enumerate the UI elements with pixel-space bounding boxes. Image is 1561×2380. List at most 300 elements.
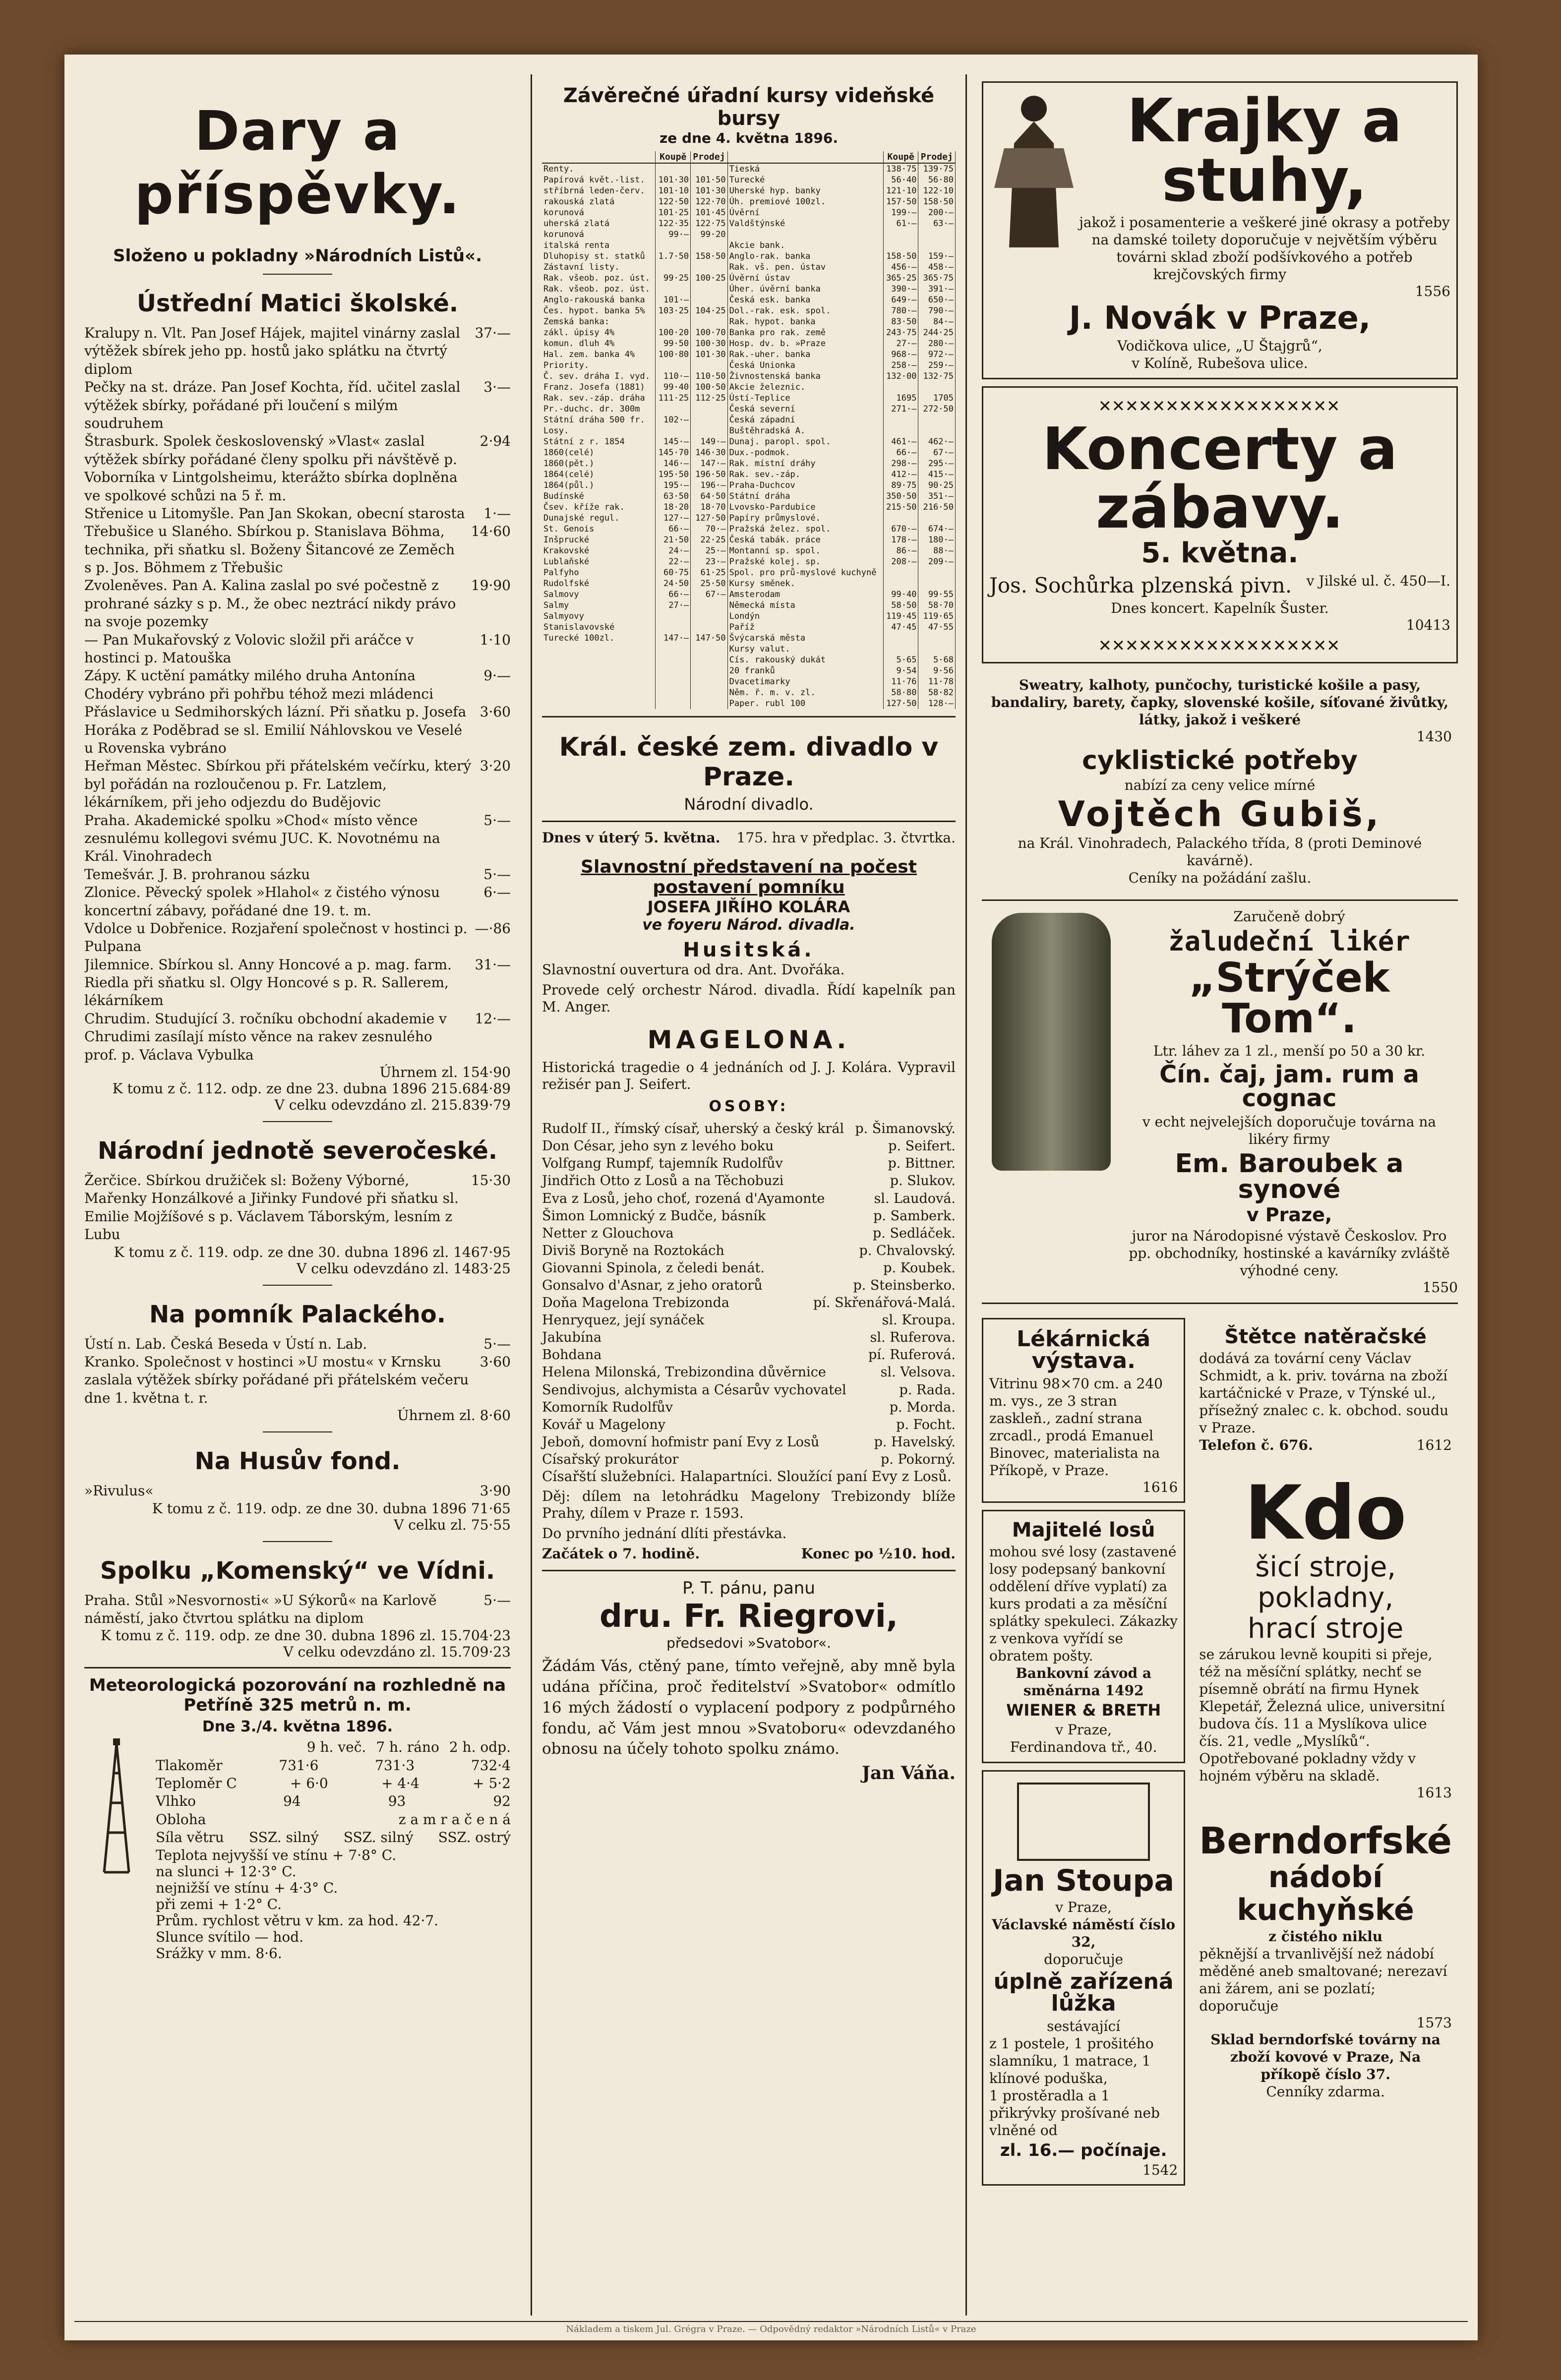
table-cell: Tieská bbox=[727, 163, 883, 175]
cast-actor: p. Focht. bbox=[896, 1417, 956, 1432]
table-cell: Anglo-rakouská banka bbox=[542, 295, 656, 305]
entry-text: Kranko. Společnost v hostinci »U mostu« v Krnsku zaslala výtěžek sbírky pořádané při přátelském večeru dne 1. května t. r. bbox=[84, 1353, 469, 1406]
table-cell: 101·30 bbox=[691, 185, 727, 196]
table-cell: Priority. bbox=[542, 360, 656, 371]
table-cell: Dol.-rak. esk. spol. bbox=[727, 305, 883, 316]
ads-lower-right bbox=[1193, 1311, 1458, 2193]
no-entry: Do prvního jednání dlíti přestávka. bbox=[542, 1525, 787, 1542]
entry-amount: 12·— bbox=[475, 1010, 511, 1027]
table-cell: 462·— bbox=[918, 436, 956, 447]
donation-entry bbox=[84, 703, 511, 757]
cast-row bbox=[542, 1294, 956, 1311]
solemn: Slavnostní představení na počest postavení pomníku bbox=[581, 857, 917, 898]
entry-text: Jilemnice. Sbírkou sl. Anny Honcové a p. mag. farm. Riedla při sňatku sl. Olgy Honcové s p. R. Sallerem, lékárníkem bbox=[84, 956, 452, 1009]
table-row bbox=[542, 175, 956, 185]
cast-row bbox=[542, 1329, 956, 1346]
table-cell bbox=[691, 600, 727, 611]
cast-role: Bohdana bbox=[542, 1347, 602, 1363]
table-cell: Papíry průmyslové. bbox=[727, 513, 883, 524]
meteo-extra-line: Teplota nejvyšší ve stínu + 7·8° C. bbox=[156, 1846, 397, 1863]
table-cell: 149·— bbox=[691, 436, 727, 447]
table-cell: 24·50 bbox=[656, 578, 691, 589]
divider bbox=[542, 716, 956, 717]
table-cell: 145·70 bbox=[656, 447, 691, 458]
entry-text: Heřman Městec. Sbírkou při přátelském večírku, který byl pořádán na rozloučenou p. Fr. Latzlem, lékárníkem, při jeho odjezdu do Budějovic bbox=[84, 758, 472, 811]
table-cell: 1864(celé) bbox=[542, 469, 656, 480]
entry-amount: 3·— bbox=[483, 379, 511, 396]
table-cell: Buštěhradská A. bbox=[727, 425, 883, 436]
ad-offer: nabízí za ceny velice mírné bbox=[1124, 776, 1316, 793]
cast-row bbox=[542, 1172, 956, 1190]
table-cell bbox=[883, 578, 918, 589]
table-cell: Rak. hypot. banka bbox=[727, 316, 883, 327]
table-cell: Losy. bbox=[542, 425, 656, 436]
table-row bbox=[542, 185, 956, 196]
play-title: MAGELONA. bbox=[647, 1025, 850, 1054]
donation-entry bbox=[84, 1335, 511, 1353]
table-cell: Zástavní listy. bbox=[542, 262, 656, 273]
table-cell: zákl. úpisy 4% bbox=[542, 327, 656, 338]
table-cell: Úh. premiové 100zl. bbox=[727, 196, 883, 207]
table-cell bbox=[918, 229, 956, 240]
table-cell bbox=[656, 284, 691, 295]
table-cell bbox=[883, 240, 918, 251]
table-cell bbox=[883, 229, 918, 240]
previous-total: K tomu z č. 119. odp. ze dne 30. dubna 1896 zl. 15.704·23 bbox=[100, 1627, 511, 1644]
entry-amount: 5·— bbox=[483, 812, 511, 829]
divider bbox=[84, 1667, 511, 1668]
table-cell: 351·— bbox=[918, 491, 956, 502]
entry-text: Pečky na st. dráze. Pan Josef Kochta, říd. učitel zaslal výtěžek sbírky, pořádané při loučení s milým soudruhem bbox=[84, 379, 461, 431]
table-cell: 670·— bbox=[883, 524, 918, 535]
ad-title: Koncerty a zábavy. bbox=[1042, 415, 1398, 541]
table-cell: 11·78 bbox=[918, 676, 956, 687]
table-cell: komun. dluh 4% bbox=[542, 338, 656, 349]
table-cell: 456·— bbox=[883, 262, 918, 273]
table-cell: 66·— bbox=[656, 589, 691, 600]
donations-column bbox=[84, 74, 511, 2316]
ad-date: 5. května. bbox=[1141, 537, 1299, 569]
table-cell: 158·50 bbox=[918, 196, 956, 207]
table-cell: 70·— bbox=[691, 524, 727, 535]
table-cell: 649·— bbox=[883, 295, 918, 305]
table-row bbox=[542, 502, 956, 513]
table-cell bbox=[691, 644, 727, 654]
ad-addr: Ferdinandova tř., 40. bbox=[1010, 1738, 1157, 1755]
section-title: Národní jednotě severočeské. bbox=[97, 1137, 498, 1165]
table-cell: Dunaj. paropl. spol. bbox=[727, 436, 883, 447]
table-row bbox=[542, 654, 956, 665]
meteo-date: Dne 3./4. května 1896. bbox=[202, 1718, 393, 1736]
table-cell: 158·50 bbox=[883, 251, 918, 262]
table-cell bbox=[691, 415, 727, 425]
donation-entry bbox=[84, 1172, 511, 1244]
table-cell bbox=[542, 698, 656, 709]
table-cell: Rak. místní dráhy bbox=[727, 458, 883, 469]
table-cell bbox=[656, 316, 691, 327]
table-cell: 119·65 bbox=[918, 611, 956, 622]
table-row bbox=[542, 240, 956, 251]
table-cell: 122·75 bbox=[691, 218, 727, 229]
letter-sign: Jan Váňa. bbox=[861, 1763, 956, 1784]
entry-text: Zlonice. Pěvecký spolek »Hlahol« z čistého výnosu koncertní zábavy, pořádané dne 19. t. m. bbox=[84, 884, 440, 919]
entry-amount: 5·— bbox=[483, 866, 511, 883]
ad-jury: juror na Národopisné výstavě Českoslov. Pro pp. obchodníky, hostinské a kavárníky zvláště výhodné ceny. bbox=[1129, 1227, 1450, 1279]
table-cell: Turecké bbox=[727, 175, 883, 185]
table-cell: 122·10 bbox=[918, 185, 956, 196]
table-cell: 180·— bbox=[918, 535, 956, 545]
table-cell bbox=[691, 404, 727, 415]
table-cell: 159·— bbox=[918, 251, 956, 262]
entry-text: Přáslavice u Sedmihorských lázní. Při sňatku p. Josefa Horáka z Poděbrad se sl. Emilií Náhlovskou ve Veselé u Rovenska vybráno bbox=[84, 704, 467, 756]
table-cell: 101·50 bbox=[691, 175, 727, 185]
table-cell: 280·— bbox=[918, 338, 956, 349]
table-row bbox=[542, 327, 956, 338]
table-cell: Česká západní bbox=[727, 415, 883, 425]
bottle-icon bbox=[992, 913, 1111, 1171]
meteo-wind bbox=[156, 1829, 511, 1846]
table-row bbox=[542, 611, 956, 622]
lace-ad bbox=[982, 81, 1458, 379]
ad-recom: v echt nejvelejších doporučuje továrna na likéry firmy bbox=[1142, 1113, 1437, 1147]
cast-role: Jeboň, domovní hofmistr paní Evy z Losů bbox=[542, 1434, 820, 1450]
table-cell: 780·— bbox=[883, 305, 918, 316]
table-cell: Zemská banka: bbox=[542, 316, 656, 327]
table-cell: 99·50 bbox=[656, 338, 691, 349]
table-cell: Paper. rubl 100 bbox=[727, 698, 883, 709]
table-cell: 122·70 bbox=[691, 196, 727, 207]
table-cell: Franz. Josefa (1881) bbox=[542, 382, 656, 393]
table-cell: 415·— bbox=[918, 469, 956, 480]
donation-entry bbox=[84, 577, 511, 631]
cast-role: Kovář u Magelony bbox=[542, 1417, 666, 1432]
ad-title: Majitelé losů bbox=[1012, 1518, 1155, 1542]
cast-actor: p. Koubek. bbox=[883, 1260, 956, 1276]
table-cell bbox=[691, 611, 727, 622]
table-cell: Pražská želez. spol. bbox=[727, 524, 883, 535]
donation-entry bbox=[84, 378, 511, 432]
table-cell: Č. sev. dráha I. vyd. bbox=[542, 371, 656, 382]
entry-text: Ústí n. Lab. Česká Beseda v Ústí n. Lab. bbox=[84, 1335, 367, 1352]
section-title: Ústřední Matici školské. bbox=[136, 290, 459, 317]
meteo-col: 7 h. ráno bbox=[376, 1739, 439, 1756]
table-cell: Rak. sev.-záp. bbox=[727, 469, 883, 480]
donation-entry bbox=[84, 812, 511, 866]
cast-actor: p. Bittner. bbox=[888, 1156, 956, 1172]
table-cell bbox=[883, 567, 918, 578]
cast-row bbox=[542, 1137, 956, 1155]
ads-lower bbox=[982, 1311, 1458, 2193]
table-cell: 67·— bbox=[918, 447, 956, 458]
table-cell: 121·10 bbox=[883, 185, 918, 196]
table-cell bbox=[918, 382, 956, 393]
table-cell: 127·50 bbox=[691, 513, 727, 524]
ad-foot bbox=[1199, 1436, 1452, 1454]
table-cell bbox=[656, 622, 691, 633]
ad-free: Cenníky zdarma. bbox=[1266, 2083, 1385, 2100]
entry-text: Kralupy n. Vlt. Pan Josef Hájek, majitel vinárny zaslal výtěžek sbírek jeho pp. hostů jako splátku na čtvrtý diplom bbox=[84, 325, 460, 377]
cast-role: Diviš Boryně na Roztokách bbox=[542, 1243, 724, 1258]
brush-ad bbox=[1193, 1318, 1458, 1460]
meteo-rows bbox=[156, 1757, 511, 1811]
table-row bbox=[542, 633, 956, 644]
table-cell: 200·— bbox=[918, 207, 956, 218]
table-cell: Čsev. kříže rak. bbox=[542, 502, 656, 513]
table-cell: Rak. sev.-záp. dráha bbox=[542, 393, 656, 404]
table-row bbox=[542, 360, 956, 371]
table-cell bbox=[883, 513, 918, 524]
donation-entry bbox=[84, 920, 511, 956]
meteo-head bbox=[156, 1738, 511, 1756]
ad-city: v Praze, bbox=[1055, 1899, 1112, 1915]
table-cell: 1864(půl.) bbox=[542, 480, 656, 491]
ad-consist: sestávající bbox=[1047, 2018, 1121, 2034]
meteo-value: 93 bbox=[388, 1793, 406, 1810]
entry-amount: 37·— bbox=[475, 325, 511, 341]
table-cell bbox=[883, 425, 918, 436]
table-cell: 244·25 bbox=[918, 327, 956, 338]
table-cell: 104·25 bbox=[691, 305, 727, 316]
ad-addr: Vodičkova ulice, „U Štajgrů“, bbox=[1117, 338, 1322, 354]
grand-total: V celku odevzdáno zl. 15.709·23 bbox=[283, 1644, 511, 1661]
cast-role: Gonsalvo d'Asnar, z jeho oratorů bbox=[542, 1278, 763, 1294]
entry-text: Zvoleněves. Pan A. Kalina zaslal po své počestně z prohrané sázky s p. M., že obec neztrácí nikdy právo na svoje pozemky bbox=[84, 577, 456, 630]
cast-row bbox=[542, 1451, 956, 1468]
cast-actor: p. Samberk. bbox=[873, 1208, 956, 1224]
entry-text: Žerčice. Sbírkou družiček sl: Boženy Výborné, Mařenky Honzálkové a Jiřinky Fundové při sňatku sl. Emilie Mojžíšové s p. Václavem Táborským, lesním z Lubu bbox=[84, 1172, 459, 1243]
table-cell bbox=[656, 687, 691, 698]
table-cell: 178·— bbox=[883, 535, 918, 545]
table-row bbox=[542, 524, 956, 535]
table-cell: 350·50 bbox=[883, 491, 918, 502]
table-cell: 196·50 bbox=[691, 469, 727, 480]
date: Dnes v úterý 5. května. bbox=[542, 830, 720, 846]
table-row bbox=[542, 589, 956, 600]
ad-text2: 1 prostěradla a 1 přikrývky prošívané neb vlněné od bbox=[989, 2087, 1160, 2139]
table-row bbox=[542, 644, 956, 654]
ad-firm: Em. Baroubek a synové bbox=[1175, 1148, 1404, 1204]
ads-lower-left bbox=[982, 1311, 1185, 2193]
table-cell: Budínské bbox=[542, 491, 656, 502]
table-header bbox=[542, 151, 956, 163]
ad-text: se zárukou levně koupiti si přeje, též na měsíční splátky, nechť se písemně obrátí na firmu Hynek Klepetář, Železná ulice, universitní budova čís. 11 a Myslíkova ulice čís. 21, vedle „Myslíků“. Opotřebované pokladny vždy v hojném výběru na skladě. bbox=[1199, 1646, 1445, 1784]
table-cell: 122·50 bbox=[656, 196, 691, 207]
entry-text: Praha. Stůl »Nesvornosti« »U Sýkorů« na Karlově náměstí, jako čtvrtou splátku na diplom bbox=[84, 1592, 437, 1626]
table-cell: Uherské hyp. banky bbox=[727, 185, 883, 196]
cast-actor: p. Chvalovský. bbox=[859, 1243, 956, 1258]
divider bbox=[542, 821, 956, 822]
table-cell: 47·45 bbox=[883, 622, 918, 633]
table-cell: 99·40 bbox=[656, 382, 691, 393]
entry-text: Temešvár. J. B. prohranou sázku bbox=[84, 866, 310, 883]
table-cell: 25·— bbox=[691, 545, 727, 556]
table-cell: 790·— bbox=[918, 305, 956, 316]
page-title: Dary a příspěvky. bbox=[134, 99, 461, 226]
cycling-ad bbox=[982, 670, 1458, 892]
table-cell: 968·— bbox=[883, 349, 918, 360]
bed-icon bbox=[1017, 1783, 1150, 1861]
table-cell: St. Genois bbox=[542, 524, 656, 535]
table-row bbox=[542, 469, 956, 480]
ad-no: 10413 bbox=[1406, 616, 1450, 633]
table-row bbox=[542, 218, 956, 229]
meteo-col: 9 h. več. bbox=[306, 1739, 366, 1756]
divider bbox=[263, 1431, 332, 1432]
table-cell: Dvacetimarky bbox=[727, 676, 883, 687]
cast-actor: sl. Laudová. bbox=[874, 1190, 956, 1206]
ad-addr: v Jilské ul. č. 450—I. bbox=[1306, 573, 1450, 589]
cast-actor: sl. Ruferova. bbox=[870, 1330, 956, 1346]
lottery-ad bbox=[982, 1510, 1185, 1763]
entry-text: Zápy. K uctění památky milého druha Antonína Chodéry vybráno při pohřbu téhož mezi mládenci bbox=[84, 667, 434, 702]
cast-row bbox=[542, 1120, 956, 1137]
table-row bbox=[542, 163, 956, 175]
table-cell bbox=[691, 284, 727, 295]
cast-role: Sendivojus, alchymista a Césarův vychovatel bbox=[542, 1382, 846, 1398]
table-cell: 111·25 bbox=[656, 393, 691, 404]
ad-text: z 1 postele, 1 prošitého slamníku, 1 matrace, 1 klínové poduška, bbox=[989, 2035, 1154, 2086]
overture: Slavnostní ouvertura od dra. Ant. Dvořáka. bbox=[542, 961, 845, 978]
table-cell: Rak.-uher. banka bbox=[727, 349, 883, 360]
honoree: JOSEFA JIŘÍHO KOLÁRA bbox=[647, 897, 850, 917]
table-cell: 119·45 bbox=[883, 611, 918, 622]
cast-role: Volfgang Rumpf, tajemník Rudolfův bbox=[542, 1156, 783, 1172]
cast-actor: sl. Velsova. bbox=[880, 1365, 956, 1380]
table-cell: 412·— bbox=[883, 469, 918, 480]
letter-to: P. T. pánu, panu bbox=[682, 1578, 815, 1599]
grand-total: V celku odevzdáno zl. 1483·25 bbox=[297, 1260, 511, 1277]
table-cell: 56·40 bbox=[883, 175, 918, 185]
table-cell: 1695 bbox=[883, 393, 918, 404]
table-row bbox=[542, 316, 956, 327]
section-title: Na Husův fond. bbox=[194, 1447, 401, 1476]
table-cell: 9·54 bbox=[883, 665, 918, 676]
table-cell: Rak. všeob. poz. úst. bbox=[542, 284, 656, 295]
donation-entry bbox=[84, 757, 511, 811]
entry-amount: 5·— bbox=[483, 1335, 511, 1352]
ads-column bbox=[982, 74, 1458, 2316]
donation-list bbox=[84, 1335, 511, 1408]
table-cell: 216·50 bbox=[918, 502, 956, 513]
table-cell bbox=[656, 611, 691, 622]
cast-list bbox=[542, 1120, 956, 1468]
meteo-extra-line: Prům. rychlost větru v km. za hod. 42·7. bbox=[156, 1912, 439, 1929]
table-row bbox=[542, 687, 956, 698]
meteo-row bbox=[156, 1757, 511, 1775]
ad-addr: Václavské náměstí číslo 32, bbox=[992, 1916, 1176, 1950]
orchestra: Provede celý orchestr Národ. divadla. Řídí kapelník pan M. Anger. bbox=[542, 981, 956, 1015]
ad-no: 1430 bbox=[1416, 728, 1452, 745]
cast-row bbox=[542, 1259, 956, 1277]
table-cell: Česká esk. banka bbox=[727, 295, 883, 305]
table-cell: Kursy směnek. bbox=[727, 578, 883, 589]
table-cell: Inšprucké bbox=[542, 535, 656, 545]
value: z a m r a č e n á bbox=[398, 1811, 511, 1828]
theatre-column bbox=[531, 74, 967, 2316]
table-row bbox=[542, 425, 956, 436]
table-cell: 9·56 bbox=[918, 665, 956, 676]
table-row bbox=[542, 349, 956, 360]
ad-text: Dnes koncert. Kapelník Šuster. bbox=[1111, 599, 1329, 616]
table-row bbox=[542, 262, 956, 273]
table-cell: 5·65 bbox=[883, 654, 918, 665]
ad-text: pěknější a trvanlivější než nádobí měděné aneb smaltované; nerezaví ani žárem, ani se pozlatí; doporučuje bbox=[1199, 1945, 1447, 2014]
table-row bbox=[542, 284, 956, 295]
grand-total: V celku odevzdáno zl. 215.839·79 bbox=[274, 1097, 511, 1114]
table-cell: 58·50 bbox=[883, 600, 918, 611]
divider bbox=[263, 1121, 332, 1122]
table-cell bbox=[691, 698, 727, 709]
cast-actor: p. Šimanovský. bbox=[855, 1121, 956, 1137]
table-row bbox=[542, 436, 956, 447]
ad-text: Sweatry, kalhoty, punčochy, turistické košile a pasy, bandaliry, barety, čapky, slovenské košile, síťované živůtky, látky, jakož i veškeré bbox=[991, 676, 1449, 728]
table-cell bbox=[691, 360, 727, 371]
table-cell: Rak. všeob. poz. úst. bbox=[542, 273, 656, 284]
table-cell bbox=[691, 676, 727, 687]
cast-role: Komorník Rudolfův bbox=[542, 1399, 673, 1415]
donation-entry bbox=[84, 1010, 511, 1064]
table-cell: 22·25 bbox=[691, 535, 727, 545]
table-cell: 63·— bbox=[918, 218, 956, 229]
ad-text: mohou své losy (zastavené losy podepsaný bankovní oddělení dříve vyplatí) za kurs prodati a za měsíční splátky spekuleci. Zákazky z venkova vyřídí se obratem pošty. bbox=[989, 1543, 1178, 1664]
table-cell: 61·25 bbox=[691, 567, 727, 578]
table-cell: 61·— bbox=[883, 218, 918, 229]
meteo-value: + 5·2 bbox=[473, 1775, 511, 1792]
table-row bbox=[542, 458, 956, 469]
cast-row bbox=[542, 1225, 956, 1242]
table-cell: 650·— bbox=[918, 295, 956, 305]
kurs-date: ze dne 4. května 1896. bbox=[659, 130, 838, 146]
table-row bbox=[542, 371, 956, 382]
table-cell: Turecké 100zl. bbox=[542, 633, 656, 644]
cast-actor: p. Steinsberko. bbox=[853, 1278, 956, 1294]
table-cell: Čes. hypot. banka 5% bbox=[542, 305, 656, 316]
ad-no: 1556 bbox=[1415, 283, 1450, 299]
ad-guar: Zaručeně dobrý bbox=[1233, 908, 1345, 925]
table-row bbox=[542, 676, 956, 687]
pharmacy-ad bbox=[982, 1318, 1185, 1503]
cast-row bbox=[542, 1346, 956, 1364]
table-row bbox=[542, 480, 956, 491]
cast-actor: p. Morda. bbox=[889, 1399, 956, 1415]
entry-text: — Pan Mukařovský z Voloviс složil při aráčce v hostinci p. Matouška bbox=[84, 631, 414, 666]
table-row bbox=[542, 295, 956, 305]
table-cell: korunová bbox=[542, 229, 656, 240]
table-cell: Lublaňské bbox=[542, 556, 656, 567]
table-cell: 147·— bbox=[656, 633, 691, 644]
table-cell bbox=[656, 654, 691, 665]
ad-title: Štětce natěračské bbox=[1224, 1325, 1427, 1348]
ad-firm: J. Novák v Praze, bbox=[1069, 300, 1371, 337]
table-cell: 458·— bbox=[918, 262, 956, 273]
entry-text: Štrasburk. Spolek československý »Vlast« zaslal výtěžek sbírky pořádané členy spolku při návštěvě p. Voborníka v Lintgolsheimu, kterážto sbírka doplněna ve spolkové schůzi na 5 ř. m. bbox=[84, 433, 458, 504]
ad-title: Kdo bbox=[1244, 1470, 1407, 1556]
table-cell: 199·— bbox=[883, 207, 918, 218]
table-cell: 158·50 bbox=[691, 251, 727, 262]
table-cell bbox=[691, 316, 727, 327]
table-cell: 60·75 bbox=[656, 567, 691, 578]
lady-figure-icon bbox=[989, 89, 1079, 252]
table-cell: 66·— bbox=[656, 524, 691, 535]
table-cell bbox=[883, 633, 918, 644]
table-cell: Dux.-podmok. bbox=[727, 447, 883, 458]
husitska: Husitská. bbox=[683, 939, 815, 962]
table-cell: 146·— bbox=[656, 458, 691, 469]
table-row bbox=[542, 578, 956, 589]
performance-line bbox=[542, 829, 956, 847]
cast-role: Eva z Losů, jeho choť, rozená d'Ayamonte bbox=[542, 1190, 825, 1206]
table-cell: 127·— bbox=[656, 513, 691, 524]
